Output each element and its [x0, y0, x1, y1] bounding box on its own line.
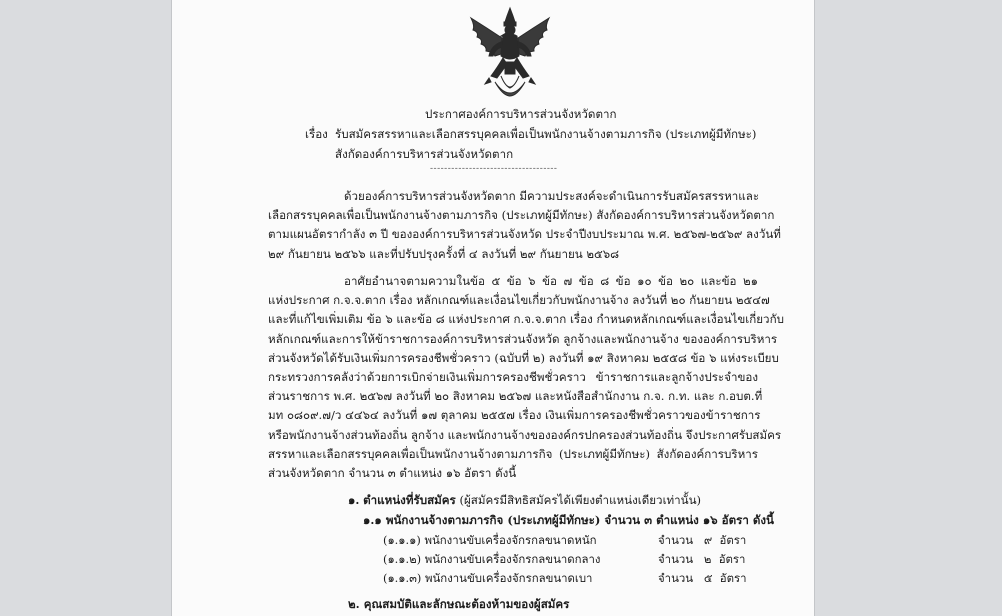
- section-2-heading: [348, 596, 569, 612]
- paragraph-2-line: สรรหาและเลือกสรรบุคคลเพื่อเป็นพนักงานจ้างตามภารกิจ (ประเภทผู้มีทักษะ) สังกัดองค์การบริหาร: [268, 446, 758, 461]
- paragraph-2-line: แห่งประกาศ ก.จ.จ.ตาก เรื่อง หลักเกณฑ์และเงื่อนไขเกี่ยวกับพนักงานจ้าง ลงวันที่ ๒๐ กันยายน ๒๕๔๗: [268, 293, 770, 308]
- subsection-1-1-text: พนักงานจ้างตามภารกิจ (ประเภทผู้มีทักษะ) จำนวน ๓ ตำแหน่ง ๑๖ อัตรา ดังนี้: [385, 513, 774, 527]
- paragraph-2: [268, 272, 784, 483]
- header-divider: ------------------------------------: [430, 164, 558, 174]
- document-page: [171, 0, 815, 616]
- paragraph-1: [268, 187, 781, 264]
- position-count-unit: อัตรา: [719, 533, 747, 547]
- paragraph-2-line: กระทรวงการคลังว่าด้วยการเบิกจ่ายเงินเพิ่มการครองชีพชั่วคราว ข้าราชการและลูกจ้างประจำของ: [268, 370, 758, 385]
- position-code: (๑.๑.๓): [383, 571, 422, 585]
- paragraph-2-line: อาศัยอำนาจตามความในข้อ ๕ ข้อ ๖ ข้อ ๗ ข้อ ๘ ข้อ ๑๐ ข้อ ๒๐ และข้อ ๒๑: [344, 274, 758, 288]
- paragraph-2-line: และที่แก้ไขเพิ่มเติม ข้อ ๖ และข้อ ๘ แห่งประกาศ ก.จ.จ.ตาก เรื่อง กำหนดหลักเกณฑ์และเงื่อนไขเกี่ยวกับ: [268, 312, 784, 327]
- paragraph-1-line: ด้วยองค์การบริหารส่วนจังหวัดตาก มีความประสงค์จะดำเนินการรับสมัครสรรหาและ: [344, 189, 760, 203]
- issuer-title: ประกาศองค์การบริหารส่วนจังหวัดตาก: [425, 107, 617, 121]
- paragraph-1-line: เลือกสรรบุคคลเพื่อเป็นพนักงานจ้างตามภารกิจ (ประเภทผู้มีทักษะ) สังกัดองค์การบริหารส่วนจังหวัดตาก: [268, 208, 775, 223]
- subsection-1-1-number: ๑.๑: [363, 513, 382, 527]
- position-item: [383, 551, 601, 567]
- position-count: [658, 532, 746, 548]
- position-count-label: จำนวน: [658, 552, 694, 566]
- position-count-unit: อัตรา: [718, 552, 746, 566]
- position-count-unit: อัตรา: [719, 571, 747, 585]
- position-count-value: ๒: [703, 552, 712, 566]
- position-count-value: ๙: [703, 533, 713, 547]
- position-item: [383, 570, 592, 586]
- paragraph-2-line: ส่วนจังหวัดตาก จำนวน ๓ ตำแหน่ง ๑๖ อัตรา ดังนี้: [268, 466, 517, 481]
- paragraph-2-line: หลักเกณฑ์และการให้ข้าราชการองค์การบริหารส่วนจังหวัด ลูกจ้างและพนักงานจ้าง ขององค์การบริหาร: [268, 331, 778, 346]
- position-code: (๑.๑.๑): [383, 533, 421, 547]
- paragraph-2-line: ส่วนราชการ พ.ศ. ๒๕๖๗ ลงวันที่ ๒๐ สิงหาคม ๒๕๖๗ และหนังสือสำนักงาน ก.จ. ก.ท. และ ก.อบต.ที่: [268, 389, 763, 404]
- position-title: พนักงานขับเครื่องจักรกลขนาดเบา: [425, 571, 593, 585]
- subsection-1-1: [363, 512, 774, 528]
- position-code: (๑.๑.๒): [383, 552, 422, 566]
- section-2-number: ๒.: [348, 597, 360, 611]
- position-count: [658, 570, 747, 586]
- position-count: [658, 551, 745, 567]
- subject-line-1: รับสมัครสรรหาและเลือกสรรบุคคลเพื่อเป็นพนักงานจ้างตามภารกิจ (ประเภทผู้มีทักษะ): [335, 127, 757, 141]
- position-count-label: จำนวน: [658, 571, 694, 585]
- position-count-label: จำนวน: [658, 533, 694, 547]
- subject-line-2: สังกัดองค์การบริหารส่วนจังหวัดตาก: [335, 147, 514, 161]
- position-title: พนักงานขับเครื่องจักรกลขนาดกลาง: [424, 552, 601, 566]
- subject-label: เรื่อง: [305, 127, 328, 141]
- paragraph-2-line: หรือพนักงานจ้างส่วนท้องถิ่น ลูกจ้าง และพนักงานจ้างขององค์กรปกครองส่วนท้องถิ่น จึงประกาศรับสมัคร: [268, 427, 782, 442]
- section-1-heading: [348, 492, 701, 508]
- section-1-title: ตำแหน่งที่รับสมัคร: [363, 493, 456, 507]
- position-title: พนักงานขับเครื่องจักรกลขนาดหนัก: [424, 533, 597, 547]
- section-1-number: ๑.: [348, 493, 360, 507]
- paragraph-1-line: ตามแผนอัตรากำลัง ๓ ปี ขององค์การบริหารส่วนจังหวัด ประจำปีงบประมาณ พ.ศ. ๒๕๖๗-๒๕๖๙ ลงวันที่: [268, 227, 781, 242]
- section-1-note: (ผู้สมัครมีสิทธิสมัครได้เพียงตำแหน่งเดียวเท่านั้น): [459, 493, 702, 507]
- position-count-value: ๕: [703, 571, 713, 585]
- section-2-title: คุณสมบัติและลักษณะต้องห้ามของผู้สมัคร: [363, 597, 570, 611]
- paragraph-2-line: ส่วนจังหวัดได้รับเงินเพิ่มการครองชีพชั่วคราว (ฉบับที่ ๒) ลงวันที่ ๑๙ สิงหาคม ๒๕๕๘ ข้อ ๖ แห่งระเบียบ: [268, 350, 779, 365]
- paragraph-1-line: ๒๙ กันยายน ๒๕๖๖ และที่ปรับปรุงครั้งที่ ๔ ลงวันที่ ๒๙ กันยายน ๒๕๖๘: [268, 246, 620, 261]
- paragraph-2-line: มท ๐๘๐๙.๗/ว ๔๔๖๔ ลงวันที่ ๑๗ ตุลาคม ๒๕๕๗ เรื่อง เงินเพิ่มการครองชีพชั่วคราวของข้าราชการ: [268, 408, 761, 423]
- garuda-emblem-icon: [465, 6, 555, 104]
- position-item: [383, 532, 597, 548]
